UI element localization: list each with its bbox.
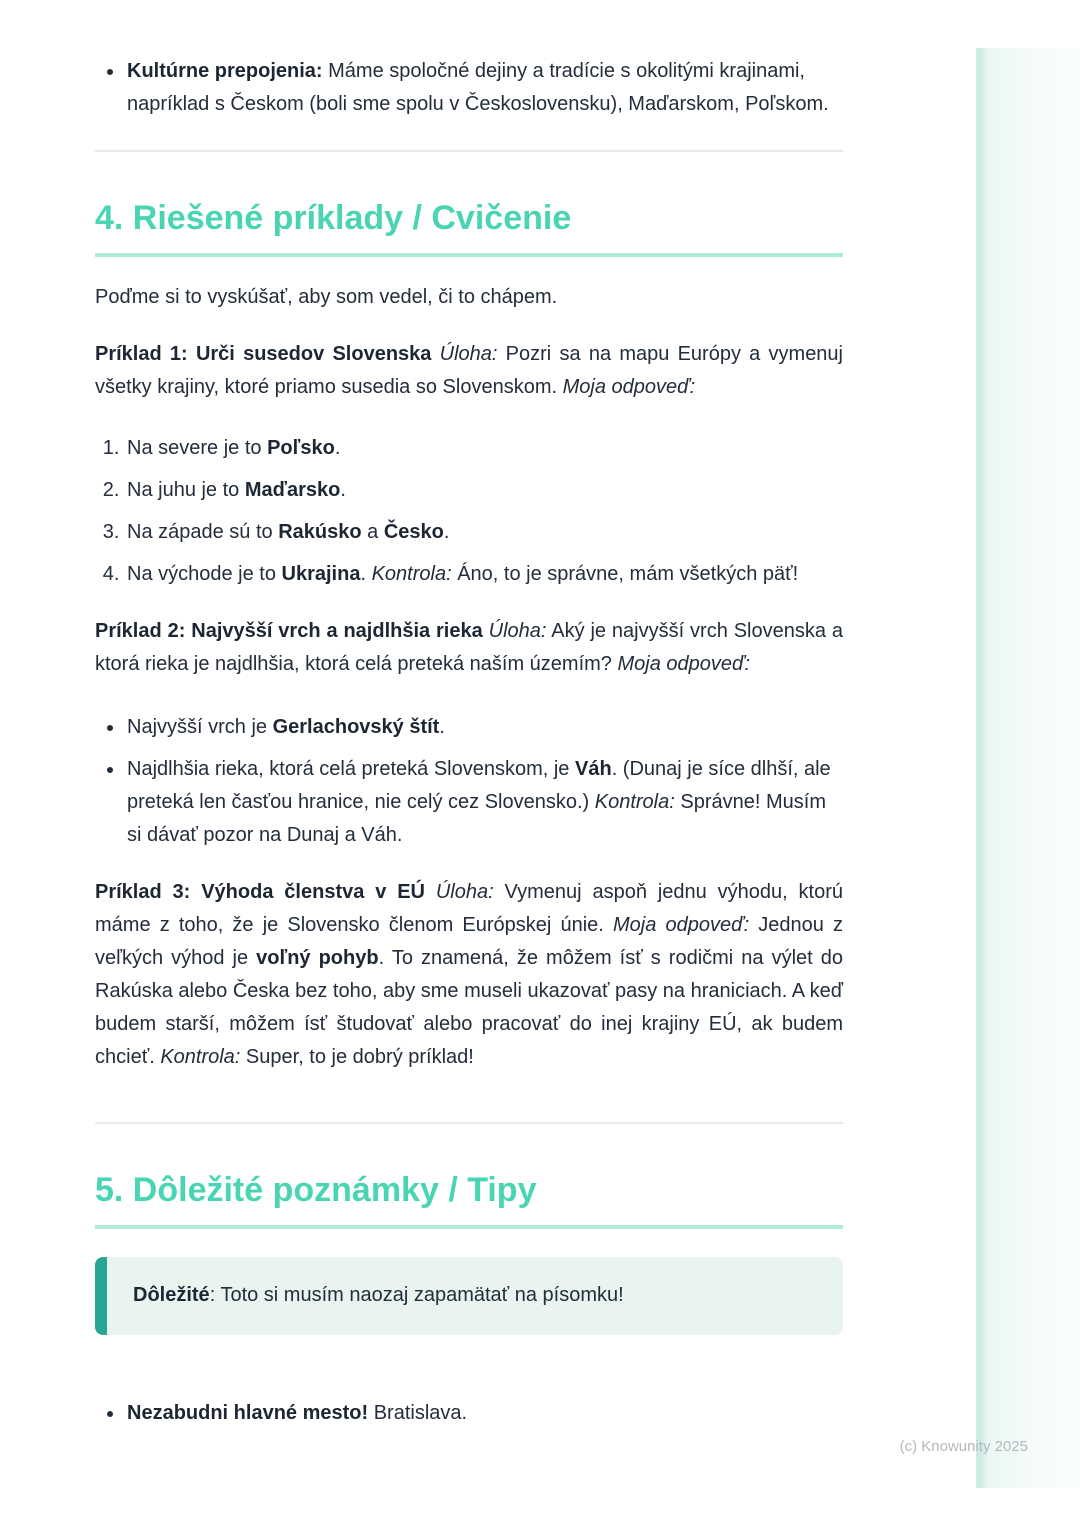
side-accent-strip [976, 48, 1080, 1488]
answer-item-east: 4. Na východe je to Ukrajina. Kontrola: Áno, to je správne, mám všetkých päť! [125, 558, 843, 591]
note-item-capital: • Nezabudni hlavné mesto! Bratislava. [125, 1397, 843, 1430]
notes-bullet-list [95, 1397, 843, 1430]
answer-item-peak: • Najvyšší vrch je Gerlachovský štít. [125, 711, 843, 744]
example-2-answer-list [95, 711, 843, 852]
callout-text: Dôležité: Toto si musím naozaj zapamätať na písomku! [133, 1284, 624, 1306]
example-1-answer-list [95, 432, 843, 591]
answer-item-river: • Najdlhšia rieka, ktorá celá preteká Slovenskom, je Váh. (Dunaj je síce dlhší, ale preteká len časťou hranice, nie celý cez Slovensko.) Kontrola: Správne! Musím si dávať pozor na Dunaj a Váh. [125, 753, 843, 852]
intro-bullet-list [95, 55, 843, 121]
content-column [95, 0, 843, 1430]
exercise-intro-paragraph: Poďme si to vyskúšať, aby som vedel, či to chápem. [95, 286, 558, 308]
example-2-paragraph: Príklad 2: Najvyšší vrch a najdlhšia rieka Úloha: Aký je najvyšší vrch Slovenska a ktorá rieka je najdlhšia, ktorá celá preteká naším územím? Moja odpoveď: [95, 620, 843, 675]
example-3-paragraph: Príklad 3: Výhoda členstva v EÚ Úloha: Vymenuj aspoň jednu výhodu, ktorú máme z toho, že je Slovensko členom Európskej únie. Moja odpoveď: Jednou z veľkých výhod je voľný pohyb. To znamená, že môžem ísť s rodičmi na výlet do Rakúska alebo Česka bez toho, aby sme museli ukazovať pasy na hraniciach. A keď budem starší, môžem ísť študovať alebo pracovať do inej krajiny EÚ, ak budem chcieť. Kontrola: Super, to je dobrý príklad! [95, 881, 843, 1068]
intro-bullet-item: • Kultúrne prepojenia: Máme spoločné dejiny a tradície s okolitými krajinami, napríklad s Českom (boli sme spolu v Československu), Maďarskom, Poľskom. [125, 55, 843, 121]
section-divider [95, 150, 843, 152]
copyright-watermark: (c) Knowunity 2025 [899, 1438, 1028, 1455]
answer-item-south: 2. Na juhu je to Maďarsko. [125, 474, 843, 507]
example-1-paragraph: Príklad 1: Urči susedov Slovenska Úloha: Pozri sa na mapu Európy a vymenuj všetky krajiny, ktoré priamo susedia so Slovenskom. Moja odpoveď: [95, 343, 844, 398]
section-divider [95, 1122, 843, 1124]
section-5-heading: 5. Dôležité poznámky / Tipy [95, 1170, 843, 1229]
answer-item-west: 3. Na západe sú to Rakúsko a Česko. [125, 516, 843, 549]
section-4-heading: 4. Riešené príklady / Cvičenie [95, 198, 843, 257]
answer-item-north: 1. Na severe je to Poľsko. [125, 432, 843, 465]
important-callout [95, 1257, 843, 1335]
